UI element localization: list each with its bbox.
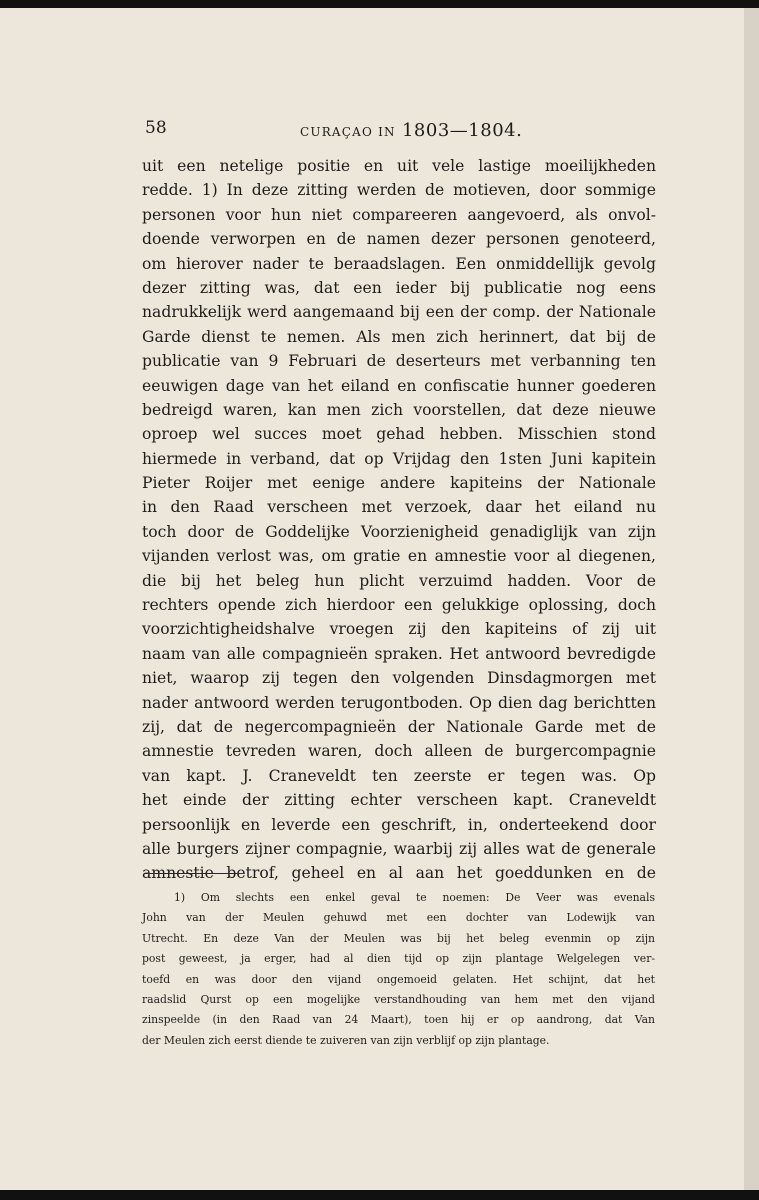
footnote-line: raadslid Qurst op een mogelijke verstandhouding van hem met den vijand	[142, 992, 655, 1006]
body-line: rechters opende zich hierdoor een gelukkige oplossing, doch	[142, 596, 656, 615]
body-line: dezer zitting was, dat een ieder bij publicatie nog eens	[142, 278, 656, 297]
body-line: Pieter Roijer met eenige andere kapiteins der Nationale	[142, 474, 656, 493]
body-line: niet, waarop zij tegen den volgenden Dinsdagmorgen met	[142, 669, 656, 688]
running-head-prefix: CURAÇAO IN	[300, 125, 396, 139]
body-line: naam van alle compagnieën spraken. Het antwoord bevredigde	[142, 644, 656, 663]
body-line: uit een netelige positie en uit vele lastige moeilijkheden	[142, 157, 656, 175]
body-text	[142, 154, 656, 886]
body-line: die bij het beleg hun plicht verzuimd hadden. Voor de	[142, 571, 656, 590]
footnote-line: post geweest, ja erger, had al dien tijd op zijn plantage Welgelegen ver-	[142, 952, 655, 966]
body-line: toch door de Goddelijke Voorzienigheid genadiglijk van zijn	[142, 522, 656, 541]
page-number: 58	[145, 118, 167, 138]
body-line: amnestie tevreden waren, doch alleen de burgercompagnie	[142, 742, 656, 761]
footnote-line: zinspeelde (in den Raad van 24 Maart), toen hij er op aandrong, dat Van	[142, 1013, 655, 1027]
body-line: voorzichtigheidshalve vroegen zij den kapiteins of zij uit	[142, 620, 656, 639]
body-line: oproep wel succes moet gehad hebben. Misschien stond	[142, 425, 656, 444]
body-line: hiermede in verband, dat op Vrijdag den 1sten Juni kapitein	[142, 449, 656, 468]
body-line: in den Raad verscheen met verzoek, daar het eiland nu	[142, 498, 656, 517]
footnote-line: 1) Om slechts een enkel geval te noemen: De Veer was evenals	[174, 891, 655, 904]
body-line: amnestie betrof, geheel en al aan het goeddunken en de	[142, 864, 656, 883]
body-line: nader antwoord werden terugontboden. Op dien dag berichtten	[142, 693, 656, 712]
body-line: eeuwigen dage van het eiland en confiscatie hunner goederen	[142, 376, 656, 395]
body-line: doende verworpen en de namen dezer personen genoteerd,	[142, 230, 656, 249]
footnote-divider	[145, 873, 237, 874]
footnote-line: John van der Meulen gehuwd met een dochter van Lodewijk van	[142, 911, 655, 925]
body-line: bedreigd waren, kan men zich voorstellen, dat deze nieuwe	[142, 400, 656, 419]
body-line: van kapt. J. Craneveldt ten zeerste er tegen was. Op	[142, 766, 656, 785]
page-edge	[744, 8, 759, 1190]
body-line: alle burgers zijner compagnie, waarbij zij alles wat de generale	[142, 839, 656, 858]
running-head-years: 1803—1804.	[401, 120, 523, 141]
body-line: nadrukkelijk werd aangemaand bij een der comp. der Nationale	[142, 303, 656, 322]
footnotes	[142, 888, 655, 1051]
book-page	[0, 8, 744, 1190]
body-line: redde. 1) In deze zitting werden de motieven, door sommige	[142, 181, 656, 200]
body-line: het einde der zitting echter verscheen kapt. Craneveldt	[142, 791, 656, 810]
body-line: zij, dat de negercompagnieën der Nationale Garde met de	[142, 717, 656, 736]
footnote-line: toefd en was door den vijand ongemoeid gelaten. Het schijnt, dat het	[142, 972, 655, 986]
footnote-line: der Meulen zich eerst diende te zuiveren van zijn verblijf op zijn plantage.	[142, 1033, 550, 1047]
running-head	[300, 120, 522, 141]
body-line: persoonlijk en leverde een geschrift, in, onderteekend door	[142, 815, 656, 834]
body-line: Garde dienst te nemen. Als men zich herinnert, dat bij de	[142, 327, 656, 346]
page-header	[145, 118, 660, 148]
body-line: personen voor hun niet compareeren aangevoerd, als onvol-	[142, 205, 656, 224]
body-line: vijanden verlost was, om gratie en amnestie voor al diegenen,	[142, 547, 656, 566]
footnote-line: Utrecht. En deze Van der Meulen was bij het beleg evenmin op zijn	[142, 931, 655, 945]
body-line: publicatie van 9 Februari de deserteurs met verbanning ten	[142, 352, 656, 371]
body-line: om hierover nader te beraadslagen. Een onmiddellijk gevolg	[142, 254, 656, 273]
